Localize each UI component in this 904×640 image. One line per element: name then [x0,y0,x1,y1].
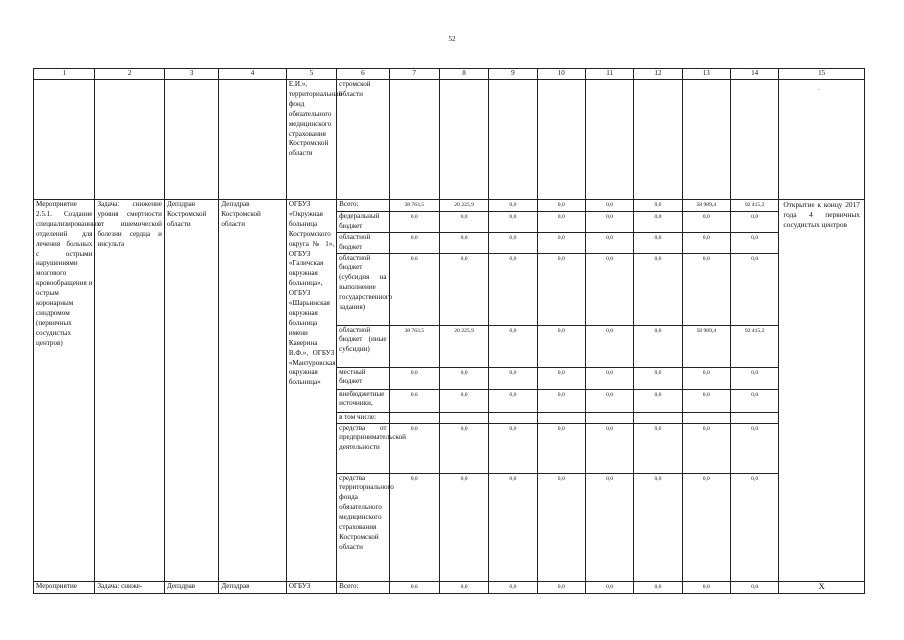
column-number-1: 1 [34,69,95,80]
column-number-9: 9 [489,69,537,80]
amount-cell: 0,0 [537,389,585,412]
funding-source-label: в том числе: [337,412,389,423]
amount-cell: 0,0 [389,253,439,325]
measure-coordinator: Депздрав Костромской области [164,200,218,582]
amount-cell: 0,0 [439,211,488,232]
amount-cell: 0,0 [634,581,682,593]
amount-cell: 0,0 [439,423,488,473]
column-number-7: 7 [389,69,439,80]
amount-cell: 58 989,4 [682,325,730,367]
amount-cell: 0,0 [730,232,778,253]
amount-cell: 0,0 [634,325,682,367]
next-result-mark: X [779,581,865,593]
amount-cell: 0,0 [389,473,439,581]
next-measure-task: Задача: сниже- [95,581,165,593]
column-number-12: 12 [634,69,682,80]
amount-cell: 0,0 [634,253,682,325]
amount-cell [389,412,439,423]
scan-mark: · [818,86,821,94]
amount-cell: 0,0 [489,200,537,212]
amount-cell: 0,0 [537,211,585,232]
funding-row [34,200,865,212]
amount-cell: 0,0 [682,253,730,325]
next-measure-name: Мероприятие [34,581,95,593]
amount-cell: 0,0 [489,253,537,325]
amount-cell: 0,0 [389,389,439,412]
amount-cell: 0,0 [634,389,682,412]
amount-cell: 0,0 [537,253,585,325]
funding-source-label: местный бюджет [337,367,389,389]
amount-cell: 0,0 [682,211,730,232]
amount-cell: 0,0 [489,581,537,593]
amount-cell: 0,0 [730,423,778,473]
column-number-15: 15 [779,69,865,80]
next-measure-row [34,581,865,593]
source-cont: стромской области [337,80,389,200]
funding-source-label: областной бюджет [337,232,389,253]
amount-cell: 0,0 [730,211,778,232]
amount-cell: 0,0 [389,367,439,389]
column-number-11: 11 [585,69,633,80]
amount-cell: 0,0 [489,367,537,389]
amount-cell: 0,0 [682,423,730,473]
amount-cell: 0,0 [537,423,585,473]
column-number-3: 3 [164,69,218,80]
amount-cell: 0,0 [537,367,585,389]
amount-cell: 0,0 [634,367,682,389]
amount-cell: 0,0 [585,253,633,325]
amount-cell: 0,0 [682,232,730,253]
amount-cell: 0,0 [489,325,537,367]
amount-cell: 38 763,5 [389,325,439,367]
amount-cell: 0,0 [585,423,633,473]
amount-cell: 0,0 [634,200,682,212]
funding-source-label: областной бюджет (субсидия на выполнение государственного задания) [337,253,389,325]
amount-cell: 0,0 [585,325,633,367]
program-table [33,68,865,594]
amount-cell: 0,0 [682,389,730,412]
amount-cell: 0,0 [682,367,730,389]
continuation-row [34,80,865,200]
amount-cell: 0,0 [730,581,778,593]
amount-cell: 0,0 [439,253,488,325]
expected-result: Открытие к концу 2017 года 4 первичных сосудистых центров [779,200,865,582]
amount-cell: 0,0 [489,473,537,581]
funding-source-label: областной бюджет (иные субсидии) [337,325,389,367]
amount-cell: 92 415,2 [730,325,778,367]
measure-task: Задача: снижение уровня смертности от ишемической болезни сердца и инсульта [95,200,165,582]
amount-cell: 0,0 [585,473,633,581]
amount-cell: 38 763,5 [389,200,439,212]
amount-cell: 0,0 [389,211,439,232]
amount-cell: 0,0 [634,473,682,581]
amount-cell: 0,0 [682,581,730,593]
column-number-5: 5 [286,69,336,80]
amount-cell [585,412,633,423]
amount-cell: 0,0 [489,423,537,473]
measure-executor: Депздрав Костромской области [219,200,286,582]
amount-cell: 0,0 [585,200,633,212]
amount-cell: 0,0 [634,232,682,253]
amount-cell: 20 225,9 [439,325,488,367]
funding-source-label: федеральный бюджет [337,211,389,232]
amount-cell: 0,0 [439,232,488,253]
next-measure-executor: Депздрав [219,581,286,593]
next-measure-participants: ОГБУЗ [286,581,336,593]
amount-cell: 0,0 [489,211,537,232]
amount-cell: 0,0 [439,581,488,593]
funding-source-label: Всего: [337,200,389,212]
measure-participants: ОГБУЗ «Окружная больница Костромского округа № 1», ОГБУЗ «Галичская окружная больница», ОГБУЗ «Шарьинская окружная больница имени Каверина В.Ф.», ОГБУЗ «Мантуровская окружная больница» [286,200,336,582]
amount-cell: 0,0 [537,232,585,253]
amount-cell: 92 415,2 [730,200,778,212]
amount-cell: 0,0 [537,200,585,212]
amount-cell: 0,0 [537,581,585,593]
next-measure-coordinator: Депздрав [164,581,218,593]
amount-cell: 0,0 [489,389,537,412]
amount-cell: 20 225,9 [439,200,488,212]
participants-cont: Е.И.», территориальный фонд обязательного медицинского страхования Костромской области [286,80,336,200]
amount-cell: 0,0 [730,389,778,412]
amount-cell: 0,0 [585,367,633,389]
amount-cell: 0,0 [585,211,633,232]
page-number: 52 [448,35,456,43]
amount-cell: 0,0 [439,389,488,412]
funding-source-label: средства территориального фонда обязательного медицинского страхования Костромской области [337,473,389,581]
column-number-8: 8 [439,69,488,80]
amount-cell [634,412,682,423]
next-funding-label: Всего: [337,581,389,593]
scan-mark: · [438,296,441,304]
amount-cell [439,412,488,423]
amount-cell [682,412,730,423]
amount-cell [537,412,585,423]
amount-cell: 0,0 [585,581,633,593]
column-number-13: 13 [682,69,730,80]
amount-cell: 0,0 [634,211,682,232]
amount-cell: 0,0 [389,423,439,473]
amount-cell: 0,0 [537,473,585,581]
amount-cell: 0,0 [585,232,633,253]
column-number-6: 6 [337,69,389,80]
amount-cell: 0,0 [439,473,488,581]
amount-cell: 0,0 [537,325,585,367]
amount-cell: 0,0 [730,367,778,389]
measure-name: Мероприятие 2.5.1. Создание специализированных отделений для лечения больных с острыми нарушениями мозгового кровообращения и острым коронарным синдромом (первичных сосудистых центров) [34,200,95,582]
header-row [34,69,865,80]
amount-cell: 0,0 [730,473,778,581]
amount-cell: 0,0 [489,232,537,253]
column-number-4: 4 [219,69,286,80]
column-number-14: 14 [730,69,778,80]
column-number-10: 10 [537,69,585,80]
amount-cell: 0,0 [585,389,633,412]
funding-source-label: внебюджетные источники, [337,389,389,412]
amount-cell: 0,0 [730,253,778,325]
amount-cell [730,412,778,423]
funding-source-label: средства от предпринимательской деятельности [337,423,389,473]
amount-cell: 0,0 [634,423,682,473]
amount-cell [489,412,537,423]
amount-cell: 0,0 [439,367,488,389]
column-number-2: 2 [95,69,165,80]
amount-cell: 58 989,4 [682,200,730,212]
amount-cell: 0,0 [682,473,730,581]
amount-cell: 0,0 [389,232,439,253]
amount-cell: 0,0 [389,581,439,593]
